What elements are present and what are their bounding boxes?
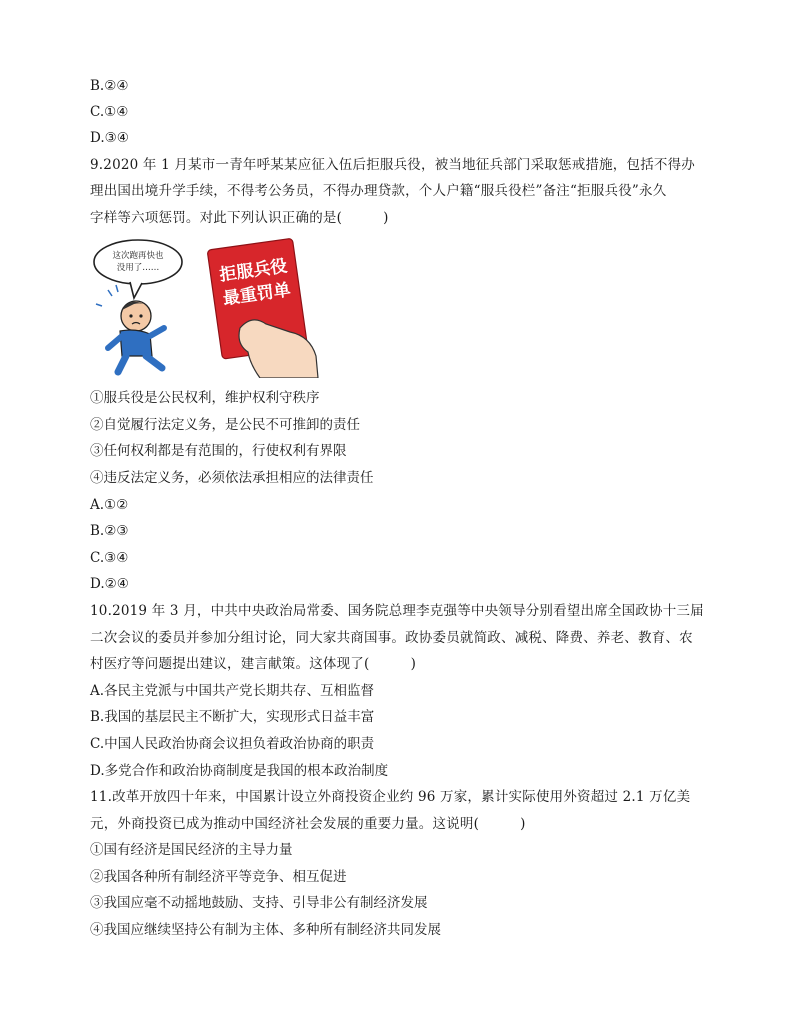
q9-option-b: B.②③	[90, 523, 129, 539]
q10-stem-line-2: 二次会议的委员并参加分组讨论，同大家共商国事。政协委员就简政、减税、降费、养老、教育、农	[90, 630, 693, 646]
q10-option-d: D.多党合作和政治协商制度是我国的根本政治制度	[90, 763, 389, 779]
q9-stem-line-2: 理出国出境升学手续，不得考公务员，不得办理贷款，个人户籍“服兵役栏”备注“拒服兵役”永久	[90, 183, 667, 199]
q9-stem-line-1: 9.2020 年 1 月某市一青年呼某某应征入伍后拒服兵役，被当地征兵部门采取惩戒措施，包括不得办	[90, 157, 695, 173]
hand-holding-card	[239, 320, 318, 378]
q11-stem-line-1: 11.改革开放四十年来，中国累计设立外商投资企业约 96 万家，累计实际使用外资超过 2.1 万亿美	[90, 789, 691, 805]
speech-bubble-line-1: 这次跑再快也	[112, 251, 164, 261]
q9-option-c: C.③④	[90, 550, 129, 566]
speech-bubble-line-2: 没用了……	[116, 263, 160, 273]
cartoon-image	[90, 236, 322, 378]
q8-option-b: B.②④	[90, 78, 129, 94]
q11-stem-line-2: 元，外商投资已成为推动中国经济社会发展的重要力量。这说明( )	[90, 816, 526, 832]
q11-statement-4: ④我国应继续坚持公有制为主体、多种所有制经济共同发展	[90, 922, 441, 938]
q10-stem-line-1: 10.2019 年 3 月，中共中央政治局常委、国务院总理李克强等中央领导分别看望出席全国政协十三届	[90, 603, 704, 619]
card-line-1: 拒服兵役	[218, 256, 289, 286]
q11-statement-3: ③我国应毫不动摇地鼓励、支持、引导非公有制经济发展	[90, 895, 428, 911]
q9-illustration	[90, 236, 322, 378]
q10-option-c: C.中国人民政治协商会议担负着政治协商的职责	[90, 736, 375, 752]
q9-option-a: A.①②	[90, 497, 129, 513]
q9-statement-1: ①服兵役是公民权利，维护权利守秩序	[90, 390, 320, 406]
q8-option-c: C.①④	[90, 104, 129, 120]
q10-option-b: B.我国的基层民主不断扩大，实现形式日益丰富	[90, 709, 375, 725]
q8-option-d: D.③④	[90, 130, 129, 146]
q11-statement-1: ①国有经济是国民经济的主导力量	[90, 842, 293, 858]
q9-option-d: D.②④	[90, 576, 129, 592]
q9-statement-3: ③任何权利都是有范围的，行使权利有界限	[90, 443, 347, 459]
q10-option-a: A.各民主党派与中国共产党长期共存、互相监督	[90, 683, 375, 699]
q11-statement-2: ②我国各种所有制经济平等竞争、相互促进	[90, 869, 347, 885]
q9-stem-line-3: 字样等六项惩罚。对此下列认识正确的是( )	[90, 210, 389, 226]
q9-statement-4: ④违反法定义务，必须依法承担相应的法律责任	[90, 470, 374, 486]
card-line-2: 最重罚单	[221, 280, 292, 310]
q10-stem-line-3: 村医疗等问题提出建议，建言献策。这体现了( )	[90, 656, 417, 672]
speech-bubble	[94, 240, 182, 284]
running-man-figure	[96, 285, 164, 372]
q9-statement-2: ②自觉履行法定义务，是公民不可推卸的责任	[90, 417, 360, 433]
